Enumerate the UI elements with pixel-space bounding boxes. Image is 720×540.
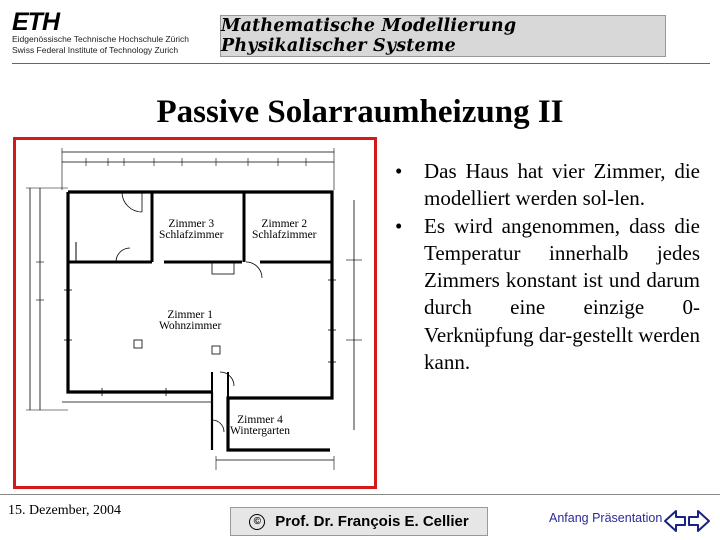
eth-logo: [12, 10, 212, 56]
room-label-zimmer-2: [252, 219, 317, 241]
course-title-banner: [220, 15, 666, 57]
room-2-type: Schlafzimmer: [252, 229, 317, 241]
bullet-text: Das Haus hat vier Zimmer, die modelliert werden sol-len.: [424, 159, 700, 211]
eth-logo-line2: Swiss Federal Institute of Technology Zurich: [12, 45, 179, 55]
room-3-name: Zimmer 3: [168, 218, 215, 230]
header-divider: [12, 63, 710, 64]
room-3-type: Schlafzimmer: [159, 229, 224, 241]
room-4-type: Wintergarten: [230, 425, 290, 437]
eth-logo-word: ETH: [12, 8, 59, 36]
room-4-name: Zimmer 4: [237, 414, 283, 426]
bullet-item: [392, 158, 700, 213]
eth-logo-line1: Eidgenössische Technische Hochschule Zürich: [12, 34, 190, 44]
copyright-icon: ©: [249, 514, 265, 530]
bullet-text: Es wird angenommen, dass die Temperatur innerhalb jedes Zimmers konstant ist und darum durch eine einzige 0-Verknüpfung dar-gestellt werden kann.: [424, 213, 700, 375]
author-name: Prof. Dr. François E. Cellier: [275, 513, 469, 530]
double-arrow-icon[interactable]: [663, 508, 711, 534]
bullet-dot-icon: •: [395, 159, 403, 183]
room-1-name: Zimmer 1: [167, 309, 213, 321]
start-presentation-link[interactable]: Anfang Präsentation: [549, 511, 663, 525]
room-1-type: Wohnzimmer: [159, 320, 222, 332]
presentation-date: 15. Dezember, 2004: [8, 503, 121, 518]
course-title: Mathematische Modellierung Physikalischer Systeme: [221, 16, 517, 56]
bullet-dot-icon: •: [395, 213, 403, 238]
floor-plan-figure: [13, 137, 377, 489]
room-label-zimmer-3: [159, 219, 224, 241]
bullet-item: [392, 213, 700, 377]
room-label-zimmer-1: [159, 310, 221, 332]
footer-divider: [0, 494, 720, 495]
room-2-name: Zimmer 2: [261, 218, 308, 230]
bullet-list: [392, 158, 700, 376]
slide-title: Passive Solarraumheizung II: [156, 94, 564, 130]
room-label-zimmer-4: [230, 415, 290, 437]
author-box: [230, 507, 488, 536]
